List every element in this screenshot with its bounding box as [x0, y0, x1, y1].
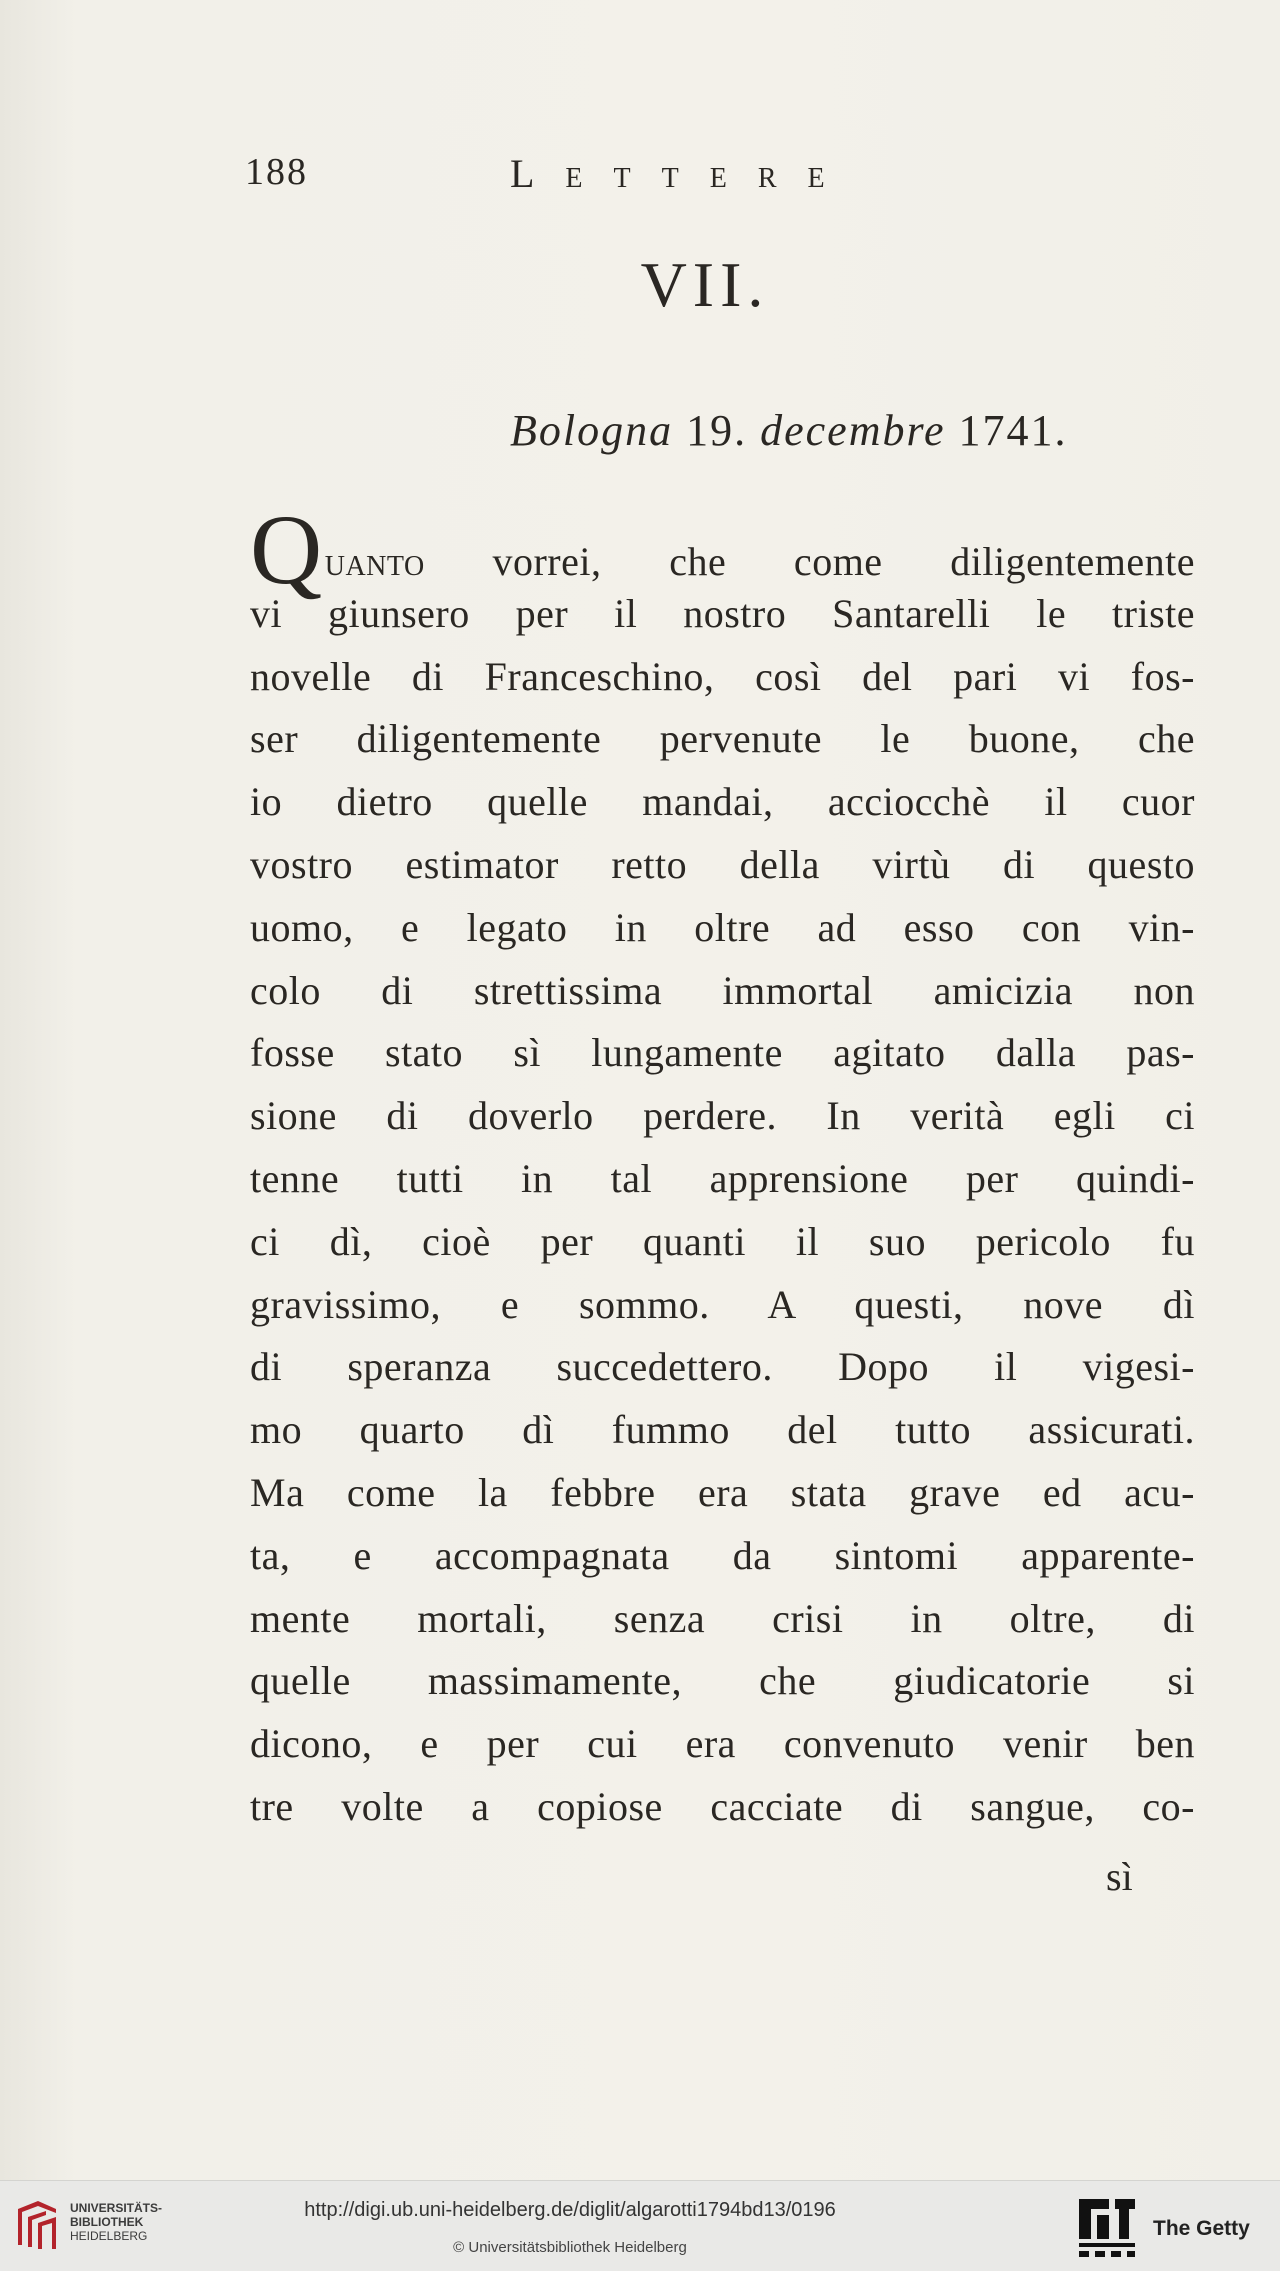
page-number: 188: [245, 151, 308, 193]
dateline-year: 1741.: [958, 406, 1068, 455]
text-line: mo quarto dì fummo del tutto assicurati.: [250, 1407, 1195, 1453]
permalink-url[interactable]: http://digi.ub.uni-heidelberg.de/diglit/algarotti1794bd13/0196: [304, 2199, 836, 2221]
text-line: fosse stato sì lungamente agitato dalla pas-: [250, 1030, 1195, 1076]
text-line: ta, e accompagnata da sintomi apparente-: [250, 1532, 1195, 1578]
text-line-content: vorrei, che come diligentemente: [424, 539, 1195, 584]
text-line: io dietro quelle mandai, acciocchè il cuor: [250, 779, 1195, 825]
dateline-month: decembre: [760, 406, 946, 455]
letter-number: VII.: [640, 249, 770, 320]
getty-mark-icon: [1075, 2195, 1139, 2259]
dateline-day: 19.: [686, 406, 748, 455]
text-line: dicono, e per cui era convenuto venir ben: [250, 1721, 1195, 1767]
text-line: vi giunsero per il nostro Santarelli le triste: [250, 590, 1195, 636]
dateline: [510, 405, 1068, 456]
running-head: [245, 150, 965, 200]
text-line: sione di doverlo perdere. In verità egli ci: [250, 1093, 1195, 1139]
text-line: novelle di Franceschino, così del pari vi fos-: [250, 653, 1195, 699]
text-line: di speranza succedettero. Dopo il vigesi-: [250, 1344, 1195, 1390]
text-line: ci dì, cioè per quanti il suo pericolo fu: [250, 1218, 1195, 1264]
text-line: mente mortali, senza crisi in oltre, di: [250, 1595, 1195, 1641]
getty-logo[interactable]: [1075, 2195, 1275, 2259]
dateline-place: Bologna: [510, 406, 674, 455]
copyright-notice: © Universitätsbibliothek Heidelberg: [453, 2239, 687, 2256]
library-name-line: BIBLIOTHEK: [70, 2215, 144, 2229]
text-line: gravissimo, e sommo. A questi, nove dì: [250, 1281, 1195, 1327]
viewer-footer: [0, 2180, 1280, 2271]
text-line: Ma come la febbre era stata grave ed acu-: [250, 1469, 1195, 1515]
library-name-line: UNIVERSITÄTS-: [70, 2201, 163, 2215]
text-line: ser diligentemente pervenute le buone, che: [250, 716, 1195, 762]
text-line: quelle massimamente, che giudicatorie si: [250, 1658, 1195, 1704]
text-line: tre volte a copiose cacciate di sangue, co-: [250, 1783, 1195, 1829]
catchword: sì: [1106, 1854, 1133, 1899]
partner-name: The Getty: [1153, 2217, 1250, 2240]
text-line: vostro estimator retto della virtù di questo: [250, 841, 1195, 887]
running-title: Lettere: [510, 151, 856, 196]
drop-cap: Q: [250, 494, 323, 605]
library-name-line: HEIDELBERG: [70, 2229, 148, 2243]
text-line: colo di strettissima immortal amicizia non: [250, 967, 1195, 1013]
text-line: uomo, e legato in oltre ad esso con vin-: [250, 904, 1195, 950]
text-line: [250, 494, 1195, 605]
text-line: tenne tutti in tal apprensione per quindi-: [250, 1155, 1195, 1201]
first-word-small-caps: uanto: [324, 539, 425, 584]
letter-body: [250, 494, 1195, 1839]
